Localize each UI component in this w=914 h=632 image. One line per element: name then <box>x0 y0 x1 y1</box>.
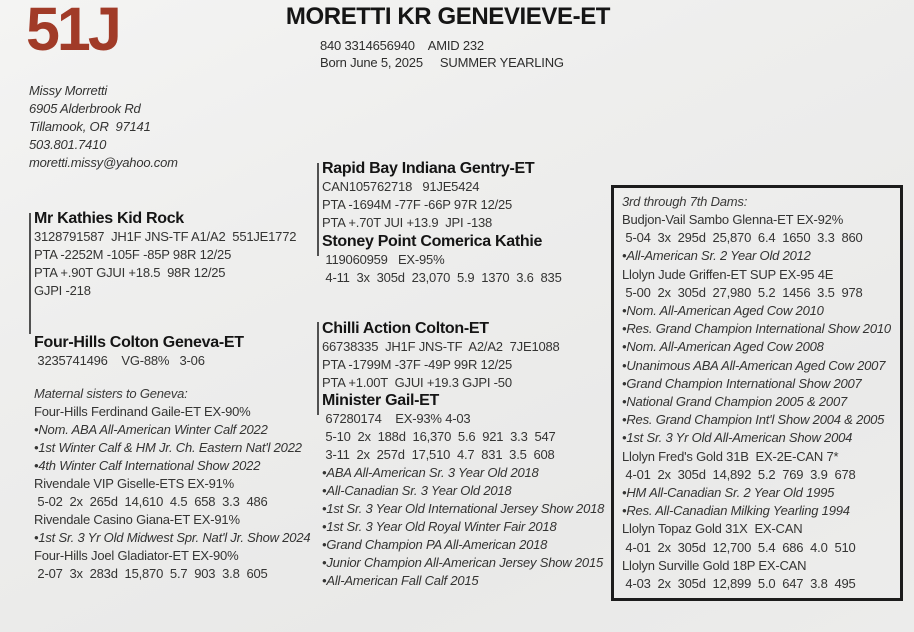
dam-block-geneva <box>34 333 244 370</box>
list-item: •Res. Grand Champion International Show 2010 <box>622 321 891 337</box>
owner-line: 503.801.7410 <box>29 137 107 152</box>
dam-block-gail <box>322 391 556 464</box>
list-item: •Res. All-Canadian Milking Yearling 1994 <box>622 503 850 519</box>
animal-detail-lines <box>322 410 556 464</box>
dams-box <box>611 185 903 601</box>
list-item: Llolyn Fred's Gold 31B EX-2E-CAN 7* <box>622 448 839 464</box>
animal-detail-lines <box>34 352 244 370</box>
list-item: Llolyn Topaz Gold 31X EX-CAN <box>622 521 803 537</box>
text-line: PTA -1694M -77F -66P 97R 12/25 <box>322 197 513 212</box>
gail-awards-list <box>322 464 604 590</box>
list-item: •Nom. All-American Aged Cow 2010 <box>622 303 824 319</box>
text-line: 66738335 JH1F JNS-TF A2/A2 7JE1088 <box>322 339 560 354</box>
list-item: •4th Winter Calf International Show 2022 <box>34 458 261 473</box>
dams-box-heading: 3rd through 7th Dams: <box>622 194 748 209</box>
owner-line: 6905 Alderbrook Rd <box>29 101 141 116</box>
text-line: GJPI -218 <box>34 283 91 298</box>
list-item: Llolyn Surville Gold 18P EX-CAN <box>622 557 807 573</box>
text-line: 5-10 2x 188d 16,370 5.6 921 3.3 547 <box>322 429 556 444</box>
list-item: •1st Sr. 3 Yr Old All-American Show 2004 <box>622 430 853 446</box>
text-line: PTA -2252M -105F -85P 98R 12/25 <box>34 247 232 262</box>
owner-line: Missy Morretti <box>29 83 108 98</box>
list-item: •1st Winter Calf & HM Jr. Ch. Eastern Nat'l 2022 <box>34 440 302 455</box>
list-item: •ABA All-American Sr. 3 Year Old 2018 <box>322 465 539 480</box>
animal-name: Chilli Action Colton-ET <box>322 320 489 337</box>
maternal-sisters-list <box>34 403 310 583</box>
text-line: PTA +.90T GJUI +18.5 98R 12/25 <box>34 265 226 280</box>
list-item: Four-Hills Ferdinand Gaile-ET EX-90% <box>34 404 251 419</box>
animal-name: Minister Gail-ET <box>322 392 439 409</box>
text-line: 3-11 2x 257d 17,510 4.7 831 3.5 608 <box>322 447 555 462</box>
animal-name: Rapid Bay Indiana Gentry-ET <box>322 160 535 177</box>
list-item: 5-04 3x 295d 25,870 6.4 1650 3.3 860 <box>622 230 863 246</box>
list-item: •All-American Sr. 2 Year Old 2012 <box>622 248 811 264</box>
list-item: •Grand Champion PA All-American 2018 <box>322 537 548 552</box>
born-line: Born June 5, 2025 SUMMER YEARLING <box>320 55 564 70</box>
list-item: •Unanimous ABA All-American Aged Cow 2007 <box>622 357 886 373</box>
list-item: •All-Canadian Sr. 3 Year Old 2018 <box>322 483 512 498</box>
animal-detail-lines <box>322 338 560 392</box>
maternal-sisters-heading: Maternal sisters to Geneva: <box>34 386 188 401</box>
list-item: •1st Sr. 3 Yr Old Midwest Spr. Nat'l Jr. Show 2024 <box>34 530 311 545</box>
pedigree-connector-line <box>29 213 31 334</box>
text-line: PTA +1.00T GJUI +19.3 GJPI -50 <box>322 375 512 390</box>
animal-detail-lines <box>322 178 534 232</box>
list-item: 5-00 2x 305d 27,980 5.2 1456 3.5 978 <box>622 284 863 300</box>
animal-name: Four-Hills Colton Geneva-ET <box>34 334 244 351</box>
lot-number: 51J <box>26 0 119 63</box>
list-item: Llolyn Jude Griffen-ET SUP EX-95 4E <box>622 266 834 282</box>
text-line: 4-11 3x 305d 23,070 5.9 1370 3.6 835 <box>322 270 562 285</box>
registration-line: 840 3314656940 AMID 232 <box>320 38 484 53</box>
list-item: 4-01 2x 305d 14,892 5.2 769 3.9 678 <box>622 466 856 482</box>
animal-detail-lines <box>322 251 562 287</box>
pedigree-connector-line <box>317 163 319 256</box>
animal-detail-lines <box>34 228 296 300</box>
page-title: MORETTI KR GENEVIEVE-ET <box>285 3 611 30</box>
list-item: Rivendale VIP Giselle-ETS EX-91% <box>34 476 235 491</box>
sire-block-colton <box>322 319 560 392</box>
sire-block-gentry <box>322 159 534 232</box>
text-line: 3235741496 VG-88% 3-06 <box>34 353 205 368</box>
pedigree-connector-line <box>317 322 319 415</box>
owner-info <box>29 82 178 172</box>
list-item: •Junior Champion All-American Jersey Show 2015 <box>322 555 604 570</box>
list-item: 2-07 3x 283d 15,870 5.7 903 3.8 605 <box>34 566 268 581</box>
animal-name: Mr Kathies Kid Rock <box>34 210 184 227</box>
animal-name: Stoney Point Comerica Kathie <box>322 233 543 250</box>
dams-entries-list <box>622 211 894 593</box>
text-line: CAN105762718 91JE5424 <box>322 179 480 194</box>
list-item: •Nom. ABA All-American Winter Calf 2022 <box>34 422 268 437</box>
list-item: 4-01 2x 305d 12,700 5.4 686 4.0 510 <box>622 539 856 555</box>
owner-line: moretti.missy@yahoo.com <box>29 155 178 170</box>
list-item: Four-Hills Joel Gladiator-ET EX-90% <box>34 548 239 563</box>
list-item: •Res. Grand Champion Int'l Show 2004 & 2005 <box>622 412 885 428</box>
list-item: 4-03 2x 305d 12,899 5.0 647 3.8 495 <box>622 576 856 592</box>
list-item: •Nom. All-American Aged Cow 2008 <box>622 339 824 355</box>
list-item: Budjon-Vail Sambo Glenna-ET EX-92% <box>622 212 844 227</box>
text-line: 119060959 EX-95% <box>322 252 445 267</box>
list-item: •1st Sr. 3 Year Old International Jersey Show 2018 <box>322 501 605 516</box>
list-item: •Grand Champion International Show 2007 <box>622 375 862 391</box>
list-item: •All-American Fall Calf 2015 <box>322 573 479 588</box>
text-line: PTA -1799M -37F -49P 99R 12/25 <box>322 357 513 372</box>
text-line: 3128791587 JH1F JNS-TF A1/A2 551JE1772 <box>34 229 297 244</box>
owner-line: Tillamook, OR 97141 <box>29 119 151 134</box>
text-line: 67280174 EX-93% 4-03 <box>322 411 471 426</box>
list-item: •National Grand Champion 2005 & 2007 <box>622 394 848 410</box>
list-item: 5-02 2x 265d 14,610 4.5 658 3.3 486 <box>34 494 268 509</box>
dam-block-kathie <box>322 232 562 287</box>
list-item: •1st Sr. 3 Year Old Royal Winter Fair 2018 <box>322 519 557 534</box>
list-item: Rivendale Casino Giana-ET EX-91% <box>34 512 240 527</box>
text-line: PTA +.70T JUI +13.9 JPI -138 <box>322 215 493 230</box>
list-item: •HM All-Canadian Sr. 2 Year Old 1995 <box>622 485 835 501</box>
sire-block-kid-rock <box>34 209 296 300</box>
